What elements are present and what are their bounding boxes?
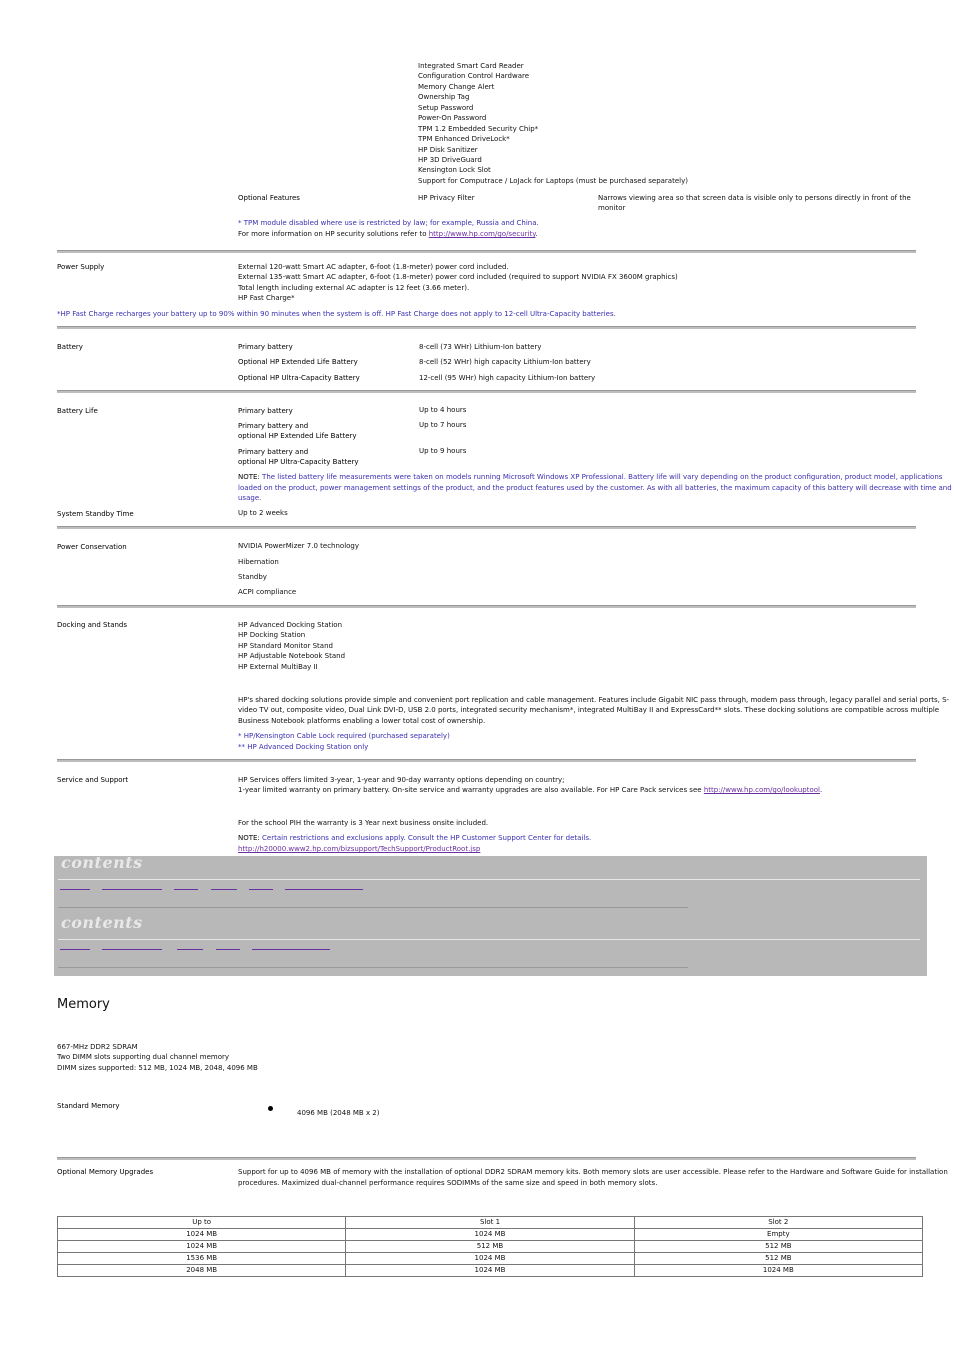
divider — [57, 250, 916, 253]
nav-link[interactable] — [216, 949, 240, 950]
table-row — [58, 1229, 923, 1241]
more-info-suffix: . — [535, 230, 538, 238]
battery-life-row-value: Up to 9 hours — [419, 447, 467, 455]
security-feature-item: TPM 1.2 Embedded Security Chip* — [418, 124, 539, 133]
contents-title: contents — [61, 853, 143, 872]
battery-life-row-name: Primary battery and — [238, 422, 309, 430]
table-header: Up to — [58, 1217, 346, 1229]
standby-label: System Standby Time — [57, 510, 134, 518]
memory-heading: Memory — [57, 997, 110, 1012]
security-feature-item: Power-On Password — [418, 114, 487, 123]
pc-item: Hibernation — [238, 558, 279, 566]
battery-life-row-name: Primary battery and — [238, 448, 309, 456]
note-text: Certain restrictions and exclusions apply. Consult the HP Customer Support Center for details. — [259, 834, 592, 842]
service-line-2-text: 1-year limited warranty on primary battery. On-site service and warranty upgrades are also available. For HP Care Pack services see — [238, 786, 704, 794]
table-row — [58, 1253, 923, 1265]
standard-memory-label: Standard Memory — [57, 1102, 120, 1110]
docking-desc-3: Business Notebook platforms enabling a lower total cost of ownership. — [238, 717, 486, 725]
pc-item: NVIDIA PowerMizer 7.0 technology — [238, 542, 360, 550]
optional-features-label: Optional Features — [238, 194, 300, 202]
security-feature-item: Ownership Tag — [418, 93, 470, 102]
battery-label: Battery — [57, 343, 83, 351]
power-supply-line: External 135-watt Smart AC adapter, 6-foot (1.8-meter) power cord included (required to support NVIDIA FX 3600M graphics) — [238, 273, 678, 282]
table-cell: 2048 MB — [58, 1265, 346, 1277]
bullet-icon — [268, 1106, 273, 1111]
privacy-filter-desc-2: monitor — [598, 204, 626, 212]
service-line-2-suffix: . — [820, 786, 823, 794]
security-feature-item: Kensington Lock Slot — [418, 166, 491, 175]
security-feature-item: Integrated Smart Card Reader — [418, 62, 524, 70]
upgrades-text-2: procedures. Maximized dual-channel performance requires SODIMMs of the same size and speed in both memory slots. — [238, 1179, 658, 1187]
security-feature-item: HP Disk Sanitizer — [418, 145, 478, 154]
security-link[interactable]: http://www.hp.com/go/security — [428, 230, 536, 238]
table-cell: 1536 MB — [58, 1253, 346, 1265]
security-feature-item: Support for Computrace / LoJack for Laptops (must be purchased separately) — [418, 176, 688, 185]
nav-link[interactable] — [102, 949, 162, 950]
divider — [57, 326, 916, 329]
nav-link[interactable] — [60, 949, 90, 950]
battery-row-name: Primary battery — [238, 343, 293, 351]
service-note-link-row — [238, 844, 480, 854]
docking-item: HP External MultiBay II — [238, 662, 318, 671]
contents-title: contents — [61, 913, 143, 932]
note-text: The listed battery life measurements were taken on models running Microsoft Windows XP Professional. Battery life will vary depending on the product configuration, product model, applications — [259, 473, 943, 481]
school-warranty: For the school PIH the warranty is 3 Year next business onsite included. — [238, 819, 489, 827]
memory-spec-lines — [57, 1042, 258, 1073]
service-label: Service and Support — [57, 776, 129, 784]
table-cell: 1024 MB — [634, 1265, 922, 1277]
battery-life-note — [238, 472, 942, 482]
divider — [57, 390, 916, 393]
security-feature-item: Setup Password — [418, 103, 474, 112]
power-supply-line: HP Fast Charge* — [238, 294, 295, 303]
nav-link[interactable] — [285, 889, 363, 890]
table-cell: Empty — [634, 1229, 922, 1241]
table-header: Slot 2 — [634, 1217, 922, 1229]
nav-link[interactable] — [211, 889, 237, 890]
support-center-link[interactable]: http://h20000.www2.hp.com/bizsupport/TechSupport/ProductRoot.jsp — [238, 845, 481, 853]
security-more-info — [238, 229, 538, 239]
battery-life-note-2: loaded on the product, power management settings of the product, and the product features used by the customer. As with all batteries, the maximum capacity of this battery will decrease with time and — [238, 484, 952, 492]
table-cell: 512 MB — [634, 1253, 922, 1265]
table-cell: 512 MB — [346, 1241, 634, 1253]
power-supply-label: Power Supply — [57, 263, 105, 271]
table-row — [58, 1265, 923, 1277]
security-features-list — [418, 61, 688, 186]
battery-life-row-name-2: optional HP Ultra-Capacity Battery — [238, 458, 359, 466]
nav-link[interactable] — [174, 889, 198, 890]
docking-note-1: * HP/Kensington Cable Lock required (purchased separately) — [238, 732, 450, 740]
divider — [57, 526, 916, 529]
table-cell: 1024 MB — [346, 1229, 634, 1241]
contents-nav-band — [54, 853, 927, 976]
nav-link[interactable] — [60, 889, 90, 890]
service-line-2 — [238, 785, 822, 795]
upgrades-label: Optional Memory Upgrades — [57, 1168, 154, 1176]
table-cell: 512 MB — [634, 1241, 922, 1253]
battery-life-label: Battery Life — [57, 407, 98, 415]
lookuptool-link[interactable]: http://www.hp.com/go/lookuptool — [703, 786, 820, 794]
table-header: Slot 1 — [346, 1217, 634, 1229]
docking-desc-2: video TV out, composite video, Dual Link DVI-D, USB 2.0 ports, integrated security mechanism*, integrated MultiBay II and ExpressCard** slots. These docking solutions are compatible across multiple — [238, 706, 940, 714]
battery-row-name: Optional HP Extended Life Battery — [238, 358, 358, 366]
battery-row-value: 8-cell (73 WHr) Lithium-Ion battery — [419, 343, 542, 351]
docking-note-2: ** HP Advanced Docking Station only — [238, 743, 369, 751]
table-cell: 1024 MB — [346, 1265, 634, 1277]
band-rule — [58, 967, 688, 968]
service-note — [238, 833, 591, 843]
divider — [57, 1157, 916, 1160]
battery-life-note-3: usage. — [238, 494, 262, 502]
docking-item: HP Adjustable Notebook Stand — [238, 652, 346, 661]
table-cell: 1024 MB — [346, 1253, 634, 1265]
pc-item: Standby — [238, 573, 267, 581]
pc-item: ACPI compliance — [238, 588, 297, 596]
docking-item: HP Standard Monitor Stand — [238, 641, 333, 650]
upgrades-text: Support for up to 4096 MB of memory with the installation of optional DDR2 SDRAM memory kits. Both memory slots are user accessible. Please refer to the Hardware and Software Guide for installation — [238, 1168, 948, 1176]
nav-link[interactable] — [177, 949, 203, 950]
band-rule — [58, 939, 920, 940]
band-rule — [58, 879, 920, 880]
battery-row-value: 8-cell (52 WHr) high capacity Lithium-Ion battery — [419, 358, 591, 366]
privacy-filter-desc: Narrows viewing area so that screen data is visible only to persons directly in front of the — [598, 194, 911, 202]
standard-memory-value: 4096 MB (2048 MB x 2) — [297, 1109, 380, 1117]
band-rule — [58, 907, 688, 908]
docking-item: HP Advanced Docking Station — [238, 621, 343, 629]
docking-items — [238, 620, 345, 672]
power-supply-line: External 120-watt Smart AC adapter, 6-foot (1.8-meter) power cord included. — [238, 263, 509, 271]
divider — [57, 605, 916, 608]
memory-spec-line: Two DIMM slots supporting dual channel memory — [57, 1053, 230, 1062]
nav-link[interactable] — [249, 889, 273, 890]
security-feature-item: HP 3D DriveGuard — [418, 155, 482, 164]
note-label: NOTE: — [238, 834, 260, 842]
privacy-filter-name: HP Privacy Filter — [418, 194, 475, 202]
battery-row-value: 12-cell (95 WHr) high capacity Lithium-Ion battery — [419, 374, 596, 382]
more-info-text: For more information on HP security solutions refer to — [238, 230, 429, 238]
security-feature-item: Memory Change Alert — [418, 82, 495, 91]
standby-value: Up to 2 weeks — [238, 509, 288, 517]
table-cell: 1024 MB — [58, 1229, 346, 1241]
battery-life-row-name-2: optional HP Extended Life Battery — [238, 432, 357, 440]
tpm-note: * TPM module disabled where use is restricted by law; for example, Russia and China. — [238, 219, 539, 227]
battery-life-row-name: Primary battery — [238, 407, 293, 415]
power-supply-line: Total length including external AC adapter is 12 feet (3.66 meter). — [238, 283, 470, 292]
security-feature-item: TPM Enhanced DriveLock* — [418, 135, 510, 144]
service-line-1: HP Services offers limited 3-year, 1-year and 90-day warranty options depending on country; — [238, 776, 565, 784]
docking-label: Docking and Stands — [57, 621, 128, 629]
battery-row-name: Optional HP Ultra-Capacity Battery — [238, 374, 360, 382]
table-cell: 1024 MB — [58, 1241, 346, 1253]
note-label: NOTE: — [238, 473, 260, 481]
nav-link[interactable] — [252, 949, 330, 950]
memory-spec-line: DIMM sizes supported: 512 MB, 1024 MB, 2048, 4096 MB — [57, 1063, 258, 1072]
memory-upgrade-table — [57, 1216, 923, 1277]
table-row — [58, 1241, 923, 1253]
docking-item: HP Docking Station — [238, 631, 306, 640]
nav-link[interactable] — [102, 889, 162, 890]
security-feature-item: Configuration Control Hardware — [418, 72, 530, 81]
power-conservation-label: Power Conservation — [57, 543, 127, 551]
table-header-row — [58, 1217, 923, 1229]
memory-spec-line: 667-MHz DDR2 SDRAM — [57, 1043, 138, 1051]
divider — [57, 759, 916, 762]
power-supply-lines — [238, 262, 678, 304]
battery-life-row-value: Up to 7 hours — [419, 421, 467, 429]
battery-life-row-value: Up to 4 hours — [419, 406, 467, 414]
fast-charge-note: *HP Fast Charge recharges your battery up to 90% within 90 minutes when the system is off. HP Fast Charge does not apply to 12-cell Ultra-Capacity batteries. — [57, 310, 616, 318]
docking-desc: HP's shared docking solutions provide simple and convenient port replication and cable management. Features include Gigabit NIC pass through, modem pass through, legacy parallel and serial ports, S- — [238, 696, 950, 704]
